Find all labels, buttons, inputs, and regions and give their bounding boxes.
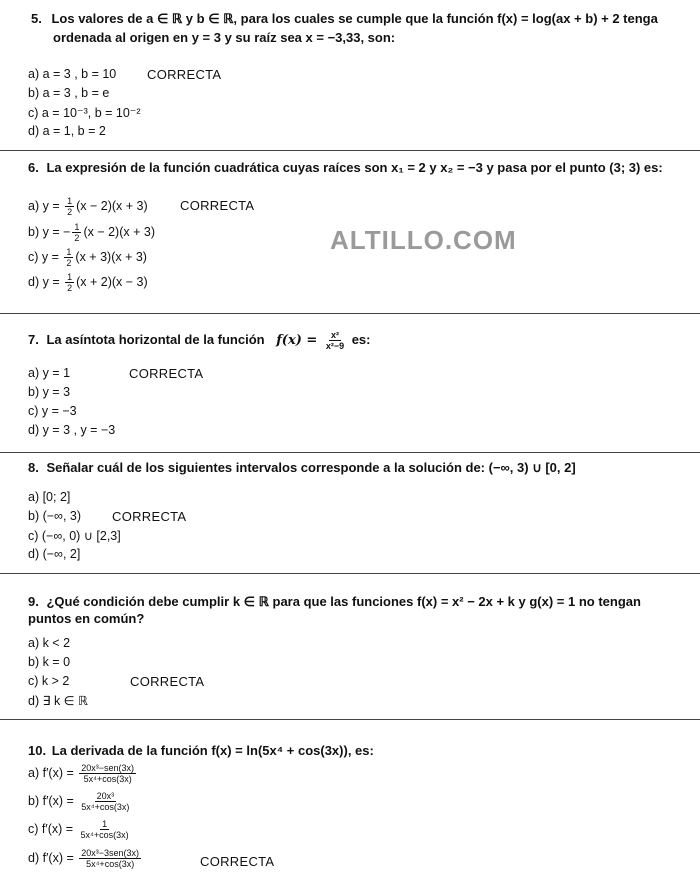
q5-correct-marker: CORRECTA xyxy=(147,67,222,82)
q9-option-a: a) k < 2 xyxy=(28,636,71,650)
q9-correct-marker: CORRECTA xyxy=(130,674,205,689)
q8-option-b: b) (−∞, 3) xyxy=(28,509,82,523)
watermark: ALTILLO.COM xyxy=(330,225,517,255)
q6-option-b: b) y = − $\frac{1}{2}$ (x − 2)(x + 3) xyxy=(28,222,155,243)
q10-option-a: a) f′(x) = $\frac{\text{20x³−sen(3x)}}{\text{5x⁴+cos(3x)}}$ xyxy=(28,763,135,784)
question-text: Señalar cuál de los siguientes intervalos corresponde a la solución de: (−∞, 3) ∪ [0, 2] xyxy=(46,460,576,475)
divider xyxy=(0,719,700,720)
q10-correct-marker: CORRECTA xyxy=(200,854,275,869)
q7-correct-marker: CORRECTA xyxy=(129,366,204,381)
q5-option-b: b) a = 3 , b = e xyxy=(28,86,110,100)
question-text: La asíntota horizontal de la función xyxy=(46,331,265,347)
q7-option-d: d) y = 3 , y = −3 xyxy=(28,423,116,437)
question-7: 7. La asíntota horizontal de la función f(x) = $\frac{\text{x²}}{\text{x²−9}}$ es: xyxy=(28,330,371,351)
q7-option-c: c) y = −3 xyxy=(28,404,77,418)
question-text: ¿Qué condición debe cumplir k ∈ ℝ para que las funciones f(x) = x² − 2x + k y g(x) = 1 no tengan xyxy=(46,594,641,609)
question-text: La expresión de la función cuadrática cuyas raíces son x₁ = 2 y x₂ = −3 y pasa por el punto (3; 3) es: xyxy=(46,160,663,175)
question-number: 10. xyxy=(28,743,47,758)
question-text: Los valores de a ∈ ℝ y b ∈ ℝ, para los cuales se cumple que la función f(x) = log(ax + b) + 2 tenga xyxy=(51,11,658,26)
q6-option-d: d) y = $\frac{1}{2}$ (x + 2)(x − 3) xyxy=(28,272,148,293)
question-number: 9. xyxy=(28,594,39,609)
divider xyxy=(0,452,700,453)
q5-option-c: c) a = 10⁻³, b = 10⁻² xyxy=(28,106,141,120)
q5-option-d: d) a = 1, b = 2 xyxy=(28,124,106,138)
q6-correct-marker: CORRECTA xyxy=(180,198,255,213)
question-9-line2: puntos en común? xyxy=(28,611,145,626)
divider xyxy=(0,313,700,314)
question-6 xyxy=(28,160,663,175)
question-5-line1 xyxy=(31,11,658,27)
q10-option-d: d) f′(x) = $\frac{\text{20x³−3sen(3x)}}{\text{5x⁴+cos(3x)}}$ xyxy=(28,848,140,869)
q10-option-b: b) f′(x) = $\frac{\text{20x³}}{\text{5x⁴+cos(3x)}}$ xyxy=(28,791,130,812)
question-8 xyxy=(28,460,576,476)
fraction: $\frac{\text{x²}}{\text{x²−9}}$ xyxy=(325,330,345,351)
question-number: 5. xyxy=(31,11,42,26)
question-number: 8. xyxy=(28,460,39,475)
q7-option-a: a) y = 1 xyxy=(28,366,71,380)
q5-option-a: a) a = 3 , b = 10 xyxy=(28,67,117,81)
q9-option-b: b) k = 0 xyxy=(28,655,71,669)
question-text: La derivada de la función f(x) = ln(5x⁴ + cos(3x)), es: xyxy=(51,743,374,758)
q6-option-a: a) y = $\frac{1}{2}$ (x − 2)(x + 3) xyxy=(28,196,148,217)
q9-option-d: d) ∃ k ∈ ℝ xyxy=(28,694,88,708)
q8-option-c: c) (−∞, 0) ∪ [2,3] xyxy=(28,529,121,543)
q10-option-c: c) f′(x) = $\frac{1}{\text{5x⁴+cos(3x)}}$ xyxy=(28,819,129,840)
q7-option-b: b) y = 3 xyxy=(28,385,71,399)
question-5-line2: ordenada al origen en y = 3 y su raíz sea x = −3,33, son: xyxy=(53,30,396,45)
q8-option-a: a) [0; 2] xyxy=(28,490,71,504)
question-number: 6. xyxy=(28,160,39,175)
question-9-line1 xyxy=(28,594,641,610)
question-number: 7. xyxy=(28,331,39,347)
q6-option-c: c) y = $\frac{1}{2}$ (x + 3)(x + 3) xyxy=(28,247,147,268)
divider xyxy=(0,573,700,574)
q9-option-c: c) k > 2 xyxy=(28,674,70,688)
question-10 xyxy=(28,743,374,758)
divider xyxy=(0,150,700,151)
q8-correct-marker: CORRECTA xyxy=(112,509,187,524)
q8-option-d: d) (−∞, 2] xyxy=(28,547,81,561)
